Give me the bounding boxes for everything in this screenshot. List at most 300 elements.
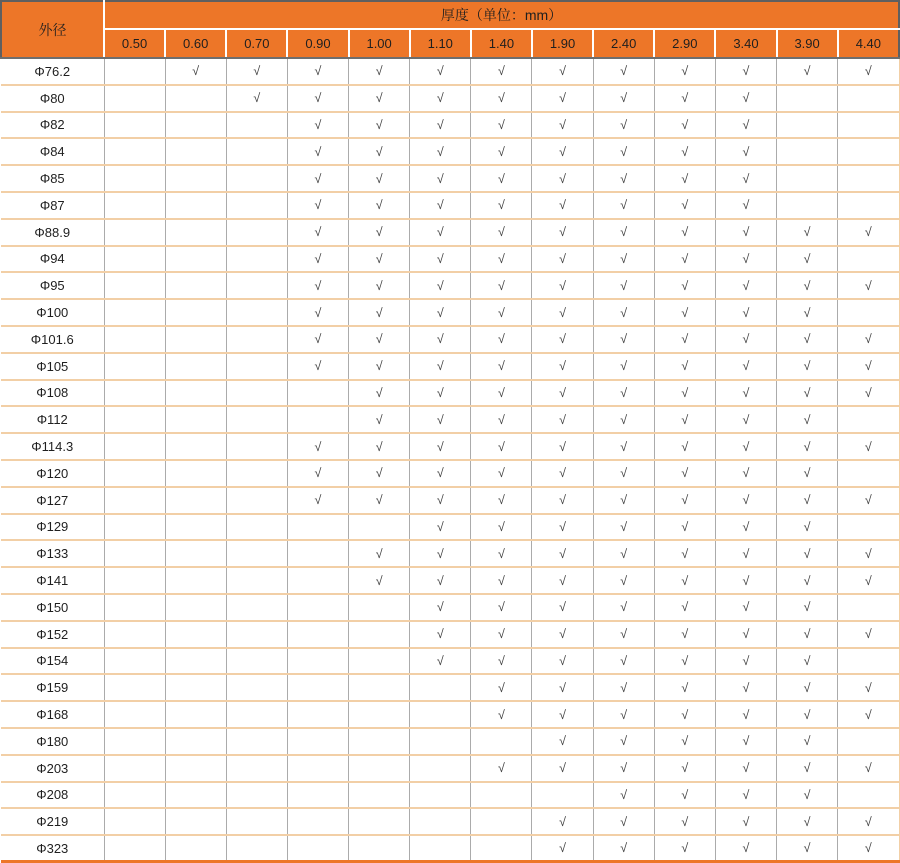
table-row [1,728,899,755]
check-cell: √ [471,138,532,165]
check-cell: √ [532,406,593,433]
check-cell: √ [287,58,348,85]
thickness-column-header: 1.90 [532,29,593,58]
diameter-cell: Φ323 [1,835,104,862]
diameter-cell: Φ94 [1,246,104,273]
check-cell: √ [532,701,593,728]
check-cell: √ [593,567,654,594]
check-cell: √ [715,112,776,139]
check-cell: √ [287,85,348,112]
empty-cell [226,728,287,755]
table-row [1,594,899,621]
check-cell: √ [715,808,776,835]
check-cell: √ [471,326,532,353]
empty-cell [838,85,899,112]
check-cell: √ [349,433,410,460]
diameter-cell: Φ100 [1,299,104,326]
empty-cell [165,648,226,675]
check-cell: √ [838,808,899,835]
check-cell: √ [532,567,593,594]
check-cell: √ [715,380,776,407]
empty-cell [349,782,410,809]
empty-cell [104,755,165,782]
check-cell: √ [593,299,654,326]
check-cell: √ [410,192,471,219]
empty-cell [226,433,287,460]
table-row [1,782,899,809]
check-cell: √ [471,594,532,621]
empty-cell [226,835,287,862]
empty-cell [165,219,226,246]
check-cell: √ [471,567,532,594]
diameter-cell: Φ168 [1,701,104,728]
diameter-cell: Φ219 [1,808,104,835]
check-cell: √ [715,433,776,460]
check-cell: √ [838,540,899,567]
check-cell: √ [471,246,532,273]
table-row [1,567,899,594]
empty-cell [104,567,165,594]
check-cell: √ [838,353,899,380]
empty-cell [104,674,165,701]
check-cell: √ [654,272,715,299]
thickness-column-header: 0.50 [104,29,165,58]
empty-cell [838,648,899,675]
empty-cell [165,246,226,273]
empty-cell [287,514,348,541]
check-cell: √ [838,621,899,648]
check-cell: √ [715,540,776,567]
check-cell: √ [349,112,410,139]
empty-cell [838,299,899,326]
empty-cell [165,540,226,567]
check-cell: √ [777,755,838,782]
empty-cell [287,782,348,809]
empty-cell [165,406,226,433]
thickness-column-header: 3.90 [777,29,838,58]
check-cell: √ [532,514,593,541]
diameter-cell: Φ101.6 [1,326,104,353]
check-cell: √ [349,380,410,407]
empty-cell [287,621,348,648]
check-cell: √ [532,272,593,299]
check-cell: √ [593,112,654,139]
table-row [1,433,899,460]
check-cell: √ [287,272,348,299]
check-cell: √ [226,58,287,85]
check-cell: √ [838,219,899,246]
empty-cell [165,674,226,701]
check-cell: √ [838,674,899,701]
check-cell: √ [654,594,715,621]
check-cell: √ [287,460,348,487]
thickness-column-header: 1.00 [349,29,410,58]
thickness-header-row [1,29,899,58]
check-cell: √ [715,621,776,648]
check-cell: √ [777,567,838,594]
check-cell: √ [777,326,838,353]
check-cell: √ [593,674,654,701]
check-cell: √ [410,112,471,139]
empty-cell [104,138,165,165]
check-cell: √ [654,219,715,246]
check-cell: √ [349,487,410,514]
table-row [1,353,899,380]
check-cell: √ [715,138,776,165]
empty-cell [226,782,287,809]
check-cell: √ [471,433,532,460]
thickness-column-header: 0.60 [165,29,226,58]
check-cell: √ [715,299,776,326]
table-row [1,406,899,433]
empty-cell [104,272,165,299]
check-cell: √ [838,58,899,85]
check-cell: √ [654,782,715,809]
diameter-cell: Φ95 [1,272,104,299]
empty-cell [104,514,165,541]
empty-cell [104,112,165,139]
diameter-cell: Φ208 [1,782,104,809]
diameter-cell: Φ141 [1,567,104,594]
empty-cell [838,460,899,487]
check-cell: √ [287,112,348,139]
check-cell: √ [471,701,532,728]
check-cell: √ [715,594,776,621]
check-cell: √ [410,85,471,112]
check-cell: √ [532,487,593,514]
empty-cell [104,621,165,648]
empty-cell [226,540,287,567]
check-cell: √ [593,540,654,567]
check-cell: √ [410,165,471,192]
empty-cell [410,755,471,782]
check-cell: √ [471,299,532,326]
empty-cell [226,112,287,139]
empty-cell [165,514,226,541]
check-cell: √ [349,460,410,487]
table-row [1,621,899,648]
diameter-cell: Φ108 [1,380,104,407]
check-cell: √ [654,112,715,139]
empty-cell [532,782,593,809]
empty-cell [349,594,410,621]
empty-cell [226,299,287,326]
empty-cell [165,567,226,594]
thickness-column-header: 0.70 [226,29,287,58]
check-cell: √ [654,621,715,648]
check-cell: √ [471,514,532,541]
check-cell: √ [532,728,593,755]
check-cell: √ [349,406,410,433]
diameter-cell: Φ152 [1,621,104,648]
check-cell: √ [471,380,532,407]
diameter-cell: Φ85 [1,165,104,192]
table-body [1,58,899,862]
check-cell: √ [532,460,593,487]
check-cell: √ [349,165,410,192]
check-cell: √ [593,433,654,460]
check-cell: √ [654,567,715,594]
empty-cell [349,701,410,728]
check-cell: √ [777,674,838,701]
empty-cell [104,487,165,514]
check-cell: √ [287,165,348,192]
check-cell: √ [654,353,715,380]
empty-cell [777,165,838,192]
empty-cell [226,621,287,648]
check-cell: √ [777,782,838,809]
empty-cell [226,648,287,675]
check-cell: √ [593,353,654,380]
empty-cell [410,701,471,728]
check-cell: √ [593,701,654,728]
check-cell: √ [349,353,410,380]
check-cell: √ [593,514,654,541]
table-row [1,701,899,728]
check-cell: √ [593,380,654,407]
empty-cell [838,594,899,621]
table-row [1,85,899,112]
empty-cell [165,808,226,835]
check-cell: √ [654,460,715,487]
check-cell: √ [654,406,715,433]
check-cell: √ [715,782,776,809]
diameter-cell: Φ133 [1,540,104,567]
check-cell: √ [226,85,287,112]
empty-cell [165,460,226,487]
empty-cell [777,112,838,139]
check-cell: √ [349,272,410,299]
empty-cell [777,85,838,112]
empty-cell [226,567,287,594]
empty-cell [287,701,348,728]
check-cell: √ [532,621,593,648]
empty-cell [104,648,165,675]
check-cell: √ [654,755,715,782]
check-cell: √ [593,58,654,85]
check-cell: √ [532,299,593,326]
check-cell: √ [838,755,899,782]
empty-cell [165,112,226,139]
check-cell: √ [410,567,471,594]
table-row [1,514,899,541]
table-row [1,487,899,514]
check-cell: √ [532,648,593,675]
check-cell: √ [532,246,593,273]
check-cell: √ [410,433,471,460]
check-cell: √ [410,487,471,514]
empty-cell [777,138,838,165]
empty-cell [226,594,287,621]
check-cell: √ [349,138,410,165]
check-cell: √ [715,755,776,782]
check-cell: √ [838,433,899,460]
check-cell: √ [777,701,838,728]
check-cell: √ [654,648,715,675]
diameter-cell: Φ180 [1,728,104,755]
empty-cell [104,353,165,380]
check-cell: √ [410,219,471,246]
empty-cell [838,246,899,273]
empty-cell [165,353,226,380]
check-cell: √ [777,353,838,380]
empty-cell [104,246,165,273]
check-cell: √ [593,272,654,299]
check-cell: √ [715,514,776,541]
table-row [1,219,899,246]
check-cell: √ [777,272,838,299]
diameter-cell: Φ203 [1,755,104,782]
empty-cell [226,755,287,782]
check-cell: √ [715,326,776,353]
check-cell: √ [777,514,838,541]
empty-cell [349,755,410,782]
table-row [1,380,899,407]
check-cell: √ [654,808,715,835]
outer-diameter-header: 外径 [1,1,104,58]
check-cell: √ [715,406,776,433]
check-cell: √ [593,192,654,219]
empty-cell [287,728,348,755]
check-cell: √ [410,299,471,326]
check-cell: √ [838,567,899,594]
empty-cell [838,728,899,755]
table-row [1,460,899,487]
check-cell: √ [349,192,410,219]
check-cell: √ [349,567,410,594]
check-cell: √ [471,112,532,139]
check-cell: √ [715,487,776,514]
check-cell: √ [838,326,899,353]
empty-cell [104,728,165,755]
table-header [1,1,899,58]
empty-cell [349,674,410,701]
check-cell: √ [349,540,410,567]
diameter-cell: Φ129 [1,514,104,541]
thickness-column-header: 2.40 [593,29,654,58]
check-cell: √ [777,540,838,567]
empty-cell [777,192,838,219]
check-cell: √ [715,272,776,299]
empty-cell [287,674,348,701]
table-row [1,299,899,326]
check-cell: √ [532,85,593,112]
empty-cell [226,514,287,541]
check-cell: √ [532,192,593,219]
check-cell: √ [532,219,593,246]
check-cell: √ [654,514,715,541]
check-cell: √ [715,85,776,112]
empty-cell [165,192,226,219]
check-cell: √ [410,406,471,433]
empty-cell [287,594,348,621]
check-cell: √ [287,326,348,353]
empty-cell [104,782,165,809]
empty-cell [287,380,348,407]
empty-cell [226,808,287,835]
diameter-cell: Φ127 [1,487,104,514]
empty-cell [410,674,471,701]
check-cell: √ [165,58,226,85]
check-cell: √ [593,594,654,621]
empty-cell [165,138,226,165]
empty-cell [165,165,226,192]
check-cell: √ [593,326,654,353]
empty-cell [349,621,410,648]
empty-cell [287,567,348,594]
check-cell: √ [471,165,532,192]
empty-cell [104,380,165,407]
empty-cell [226,674,287,701]
check-cell: √ [777,299,838,326]
empty-cell [838,192,899,219]
check-cell: √ [777,246,838,273]
check-cell: √ [593,728,654,755]
table-row [1,112,899,139]
check-cell: √ [654,540,715,567]
check-cell: √ [410,353,471,380]
diameter-cell: Φ159 [1,674,104,701]
table-row [1,272,899,299]
empty-cell [226,353,287,380]
empty-cell [471,808,532,835]
check-cell: √ [532,835,593,862]
empty-cell [838,406,899,433]
check-cell: √ [654,380,715,407]
empty-cell [226,246,287,273]
check-cell: √ [715,567,776,594]
thickness-column-header: 1.40 [471,29,532,58]
check-cell: √ [349,299,410,326]
empty-cell [287,406,348,433]
check-cell: √ [593,835,654,862]
empty-cell [104,165,165,192]
check-cell: √ [593,808,654,835]
check-cell: √ [593,487,654,514]
check-cell: √ [349,326,410,353]
check-cell: √ [410,648,471,675]
empty-cell [165,728,226,755]
thickness-column-header: 0.90 [287,29,348,58]
check-cell: √ [471,621,532,648]
check-cell: √ [777,219,838,246]
diameter-cell: Φ76.2 [1,58,104,85]
empty-cell [287,540,348,567]
check-cell: √ [287,487,348,514]
check-cell: √ [287,353,348,380]
diameter-cell: Φ88.9 [1,219,104,246]
check-cell: √ [777,835,838,862]
check-cell: √ [715,701,776,728]
check-cell: √ [532,540,593,567]
empty-cell [471,728,532,755]
diameter-cell: Φ82 [1,112,104,139]
empty-cell [104,460,165,487]
check-cell: √ [349,246,410,273]
empty-cell [104,835,165,862]
check-cell: √ [410,272,471,299]
check-cell: √ [532,353,593,380]
check-cell: √ [287,138,348,165]
table-row [1,58,899,85]
table-row [1,808,899,835]
check-cell: √ [471,353,532,380]
check-cell: √ [410,460,471,487]
check-cell: √ [532,433,593,460]
check-cell: √ [593,648,654,675]
check-cell: √ [777,808,838,835]
check-cell: √ [654,674,715,701]
